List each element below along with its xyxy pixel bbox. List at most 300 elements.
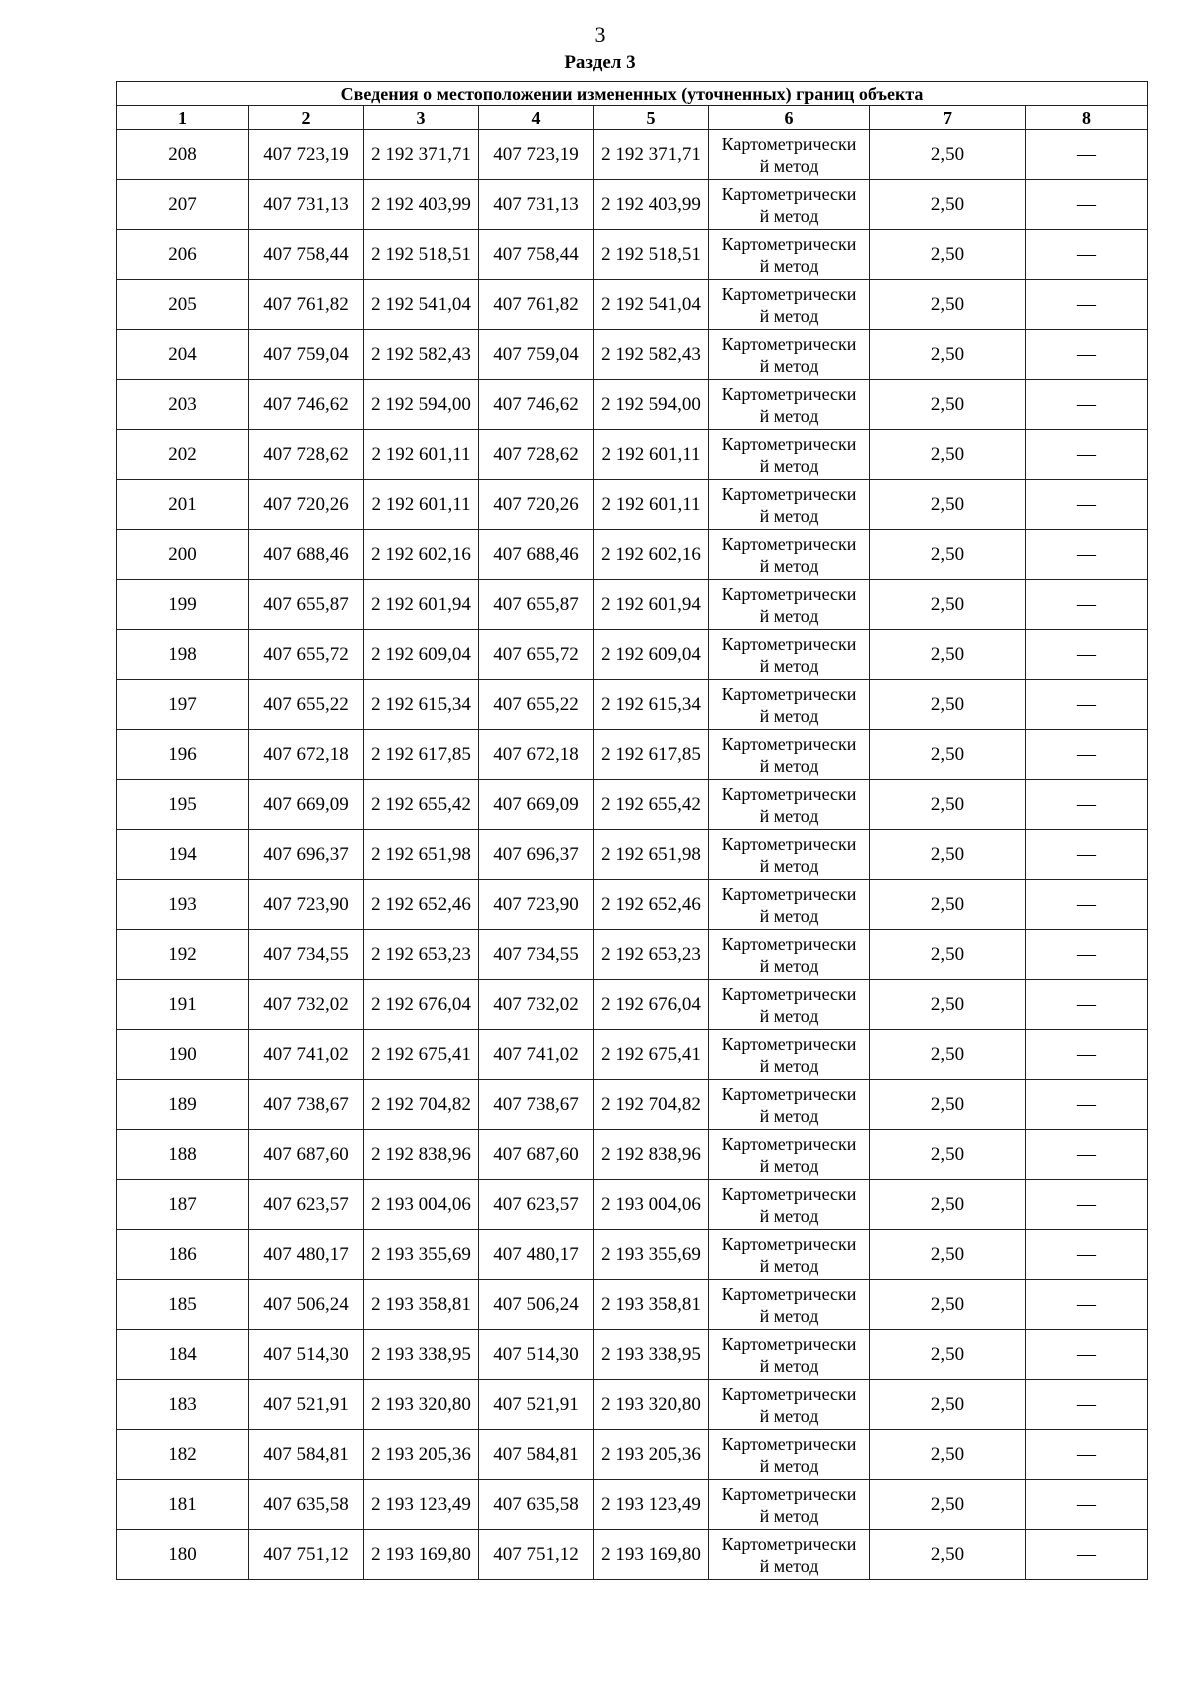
x-old-cell: 407 521,91 <box>249 1380 364 1430</box>
column-number: 4 <box>479 106 594 130</box>
accuracy-cell: 2,50 <box>870 1130 1026 1180</box>
method-text-line2: й метод <box>759 1255 819 1276</box>
method-text-line2: й метод <box>759 1555 819 1576</box>
note-cell: — <box>1026 180 1148 230</box>
y-old-cell: 2 192 676,04 <box>364 980 479 1030</box>
column-number: 5 <box>594 106 709 130</box>
note-cell: — <box>1026 930 1148 980</box>
y-new-cell: 2 193 358,81 <box>594 1280 709 1330</box>
table-row <box>117 780 1148 830</box>
method-text-line1: Картометрически <box>721 683 857 704</box>
point-number-cell: 200 <box>117 530 249 580</box>
y-old-cell: 2 192 651,98 <box>364 830 479 880</box>
x-new-cell: 407 655,22 <box>479 680 594 730</box>
x-new-cell: 407 728,62 <box>479 430 594 480</box>
method-cell <box>709 380 870 430</box>
x-new-cell: 407 480,17 <box>479 1230 594 1280</box>
point-number-cell: 187 <box>117 1180 249 1230</box>
method-text-line2: й метод <box>759 155 819 176</box>
method-text-line2: й метод <box>759 1305 819 1326</box>
x-old-cell: 407 758,44 <box>249 230 364 280</box>
y-old-cell: 2 192 602,16 <box>364 530 479 580</box>
accuracy-cell: 2,50 <box>870 130 1026 180</box>
method-text-line1: Картометрически <box>721 183 857 204</box>
method-cell <box>709 180 870 230</box>
y-new-cell: 2 192 655,42 <box>594 780 709 830</box>
x-new-cell: 407 738,67 <box>479 1080 594 1130</box>
method-text-line1: Картометрически <box>721 1033 857 1054</box>
point-number-cell: 195 <box>117 780 249 830</box>
method-text-line1: Картометрически <box>721 383 857 404</box>
method-cell <box>709 980 870 1030</box>
y-new-cell: 2 192 601,94 <box>594 580 709 630</box>
method-cell <box>709 1380 870 1430</box>
y-new-cell: 2 192 582,43 <box>594 330 709 380</box>
accuracy-cell: 2,50 <box>870 580 1026 630</box>
accuracy-cell: 2,50 <box>870 830 1026 880</box>
method-cell <box>709 1530 870 1580</box>
accuracy-cell: 2,50 <box>870 880 1026 930</box>
accuracy-cell: 2,50 <box>870 1280 1026 1330</box>
x-new-cell: 407 734,55 <box>479 930 594 980</box>
method-text-line1: Картометрически <box>721 933 857 954</box>
y-new-cell: 2 192 652,46 <box>594 880 709 930</box>
method-text-line1: Картометрически <box>721 633 857 654</box>
accuracy-cell: 2,50 <box>870 330 1026 380</box>
method-cell <box>709 1480 870 1530</box>
method-text-line2: й метод <box>759 1455 819 1476</box>
boundary-coordinates-table <box>116 81 1148 1580</box>
x-new-cell: 407 672,18 <box>479 730 594 780</box>
note-cell: — <box>1026 580 1148 630</box>
table-row <box>117 830 1148 880</box>
point-number-cell: 190 <box>117 1030 249 1080</box>
method-text-line1: Картометрически <box>721 233 857 254</box>
table-row <box>117 480 1148 530</box>
y-new-cell: 2 192 838,96 <box>594 1130 709 1180</box>
y-old-cell: 2 192 609,04 <box>364 630 479 680</box>
x-new-cell: 407 655,87 <box>479 580 594 630</box>
table-row <box>117 280 1148 330</box>
x-old-cell: 407 672,18 <box>249 730 364 780</box>
method-text-line2: й метод <box>759 1505 819 1526</box>
x-old-cell: 407 623,57 <box>249 1180 364 1230</box>
x-old-cell: 407 746,62 <box>249 380 364 430</box>
x-new-cell: 407 655,72 <box>479 630 594 680</box>
accuracy-cell: 2,50 <box>870 1330 1026 1380</box>
column-number: 7 <box>870 106 1026 130</box>
point-number-cell: 182 <box>117 1430 249 1480</box>
x-new-cell: 407 623,57 <box>479 1180 594 1230</box>
method-cell <box>709 880 870 930</box>
table-caption: Сведения о местоположении измененных (уточненных) границ объекта <box>117 82 1148 106</box>
point-number-cell: 192 <box>117 930 249 980</box>
method-text-line1: Картометрически <box>721 1283 857 1304</box>
x-old-cell: 407 741,02 <box>249 1030 364 1080</box>
method-text-line2: й метод <box>759 555 819 576</box>
accuracy-cell: 2,50 <box>870 630 1026 680</box>
point-number-cell: 207 <box>117 180 249 230</box>
method-text-line2: й метод <box>759 355 819 376</box>
y-old-cell: 2 192 653,23 <box>364 930 479 980</box>
method-text-line1: Картометрически <box>721 1083 857 1104</box>
y-new-cell: 2 193 205,36 <box>594 1430 709 1480</box>
table-row <box>117 980 1148 1030</box>
y-old-cell: 2 192 617,85 <box>364 730 479 780</box>
method-text-line2: й метод <box>759 305 819 326</box>
x-old-cell: 407 738,67 <box>249 1080 364 1130</box>
y-old-cell: 2 193 169,80 <box>364 1530 479 1580</box>
x-new-cell: 407 723,19 <box>479 130 594 180</box>
point-number-cell: 198 <box>117 630 249 680</box>
point-number-cell: 208 <box>117 130 249 180</box>
method-text-line2: й метод <box>759 505 819 526</box>
note-cell: — <box>1026 1480 1148 1530</box>
method-text-line1: Картометрически <box>721 833 857 854</box>
y-new-cell: 2 192 609,04 <box>594 630 709 680</box>
method-cell <box>709 480 870 530</box>
point-number-cell: 199 <box>117 580 249 630</box>
x-new-cell: 407 521,91 <box>479 1380 594 1430</box>
y-new-cell: 2 192 602,16 <box>594 530 709 580</box>
note-cell: — <box>1026 380 1148 430</box>
accuracy-cell: 2,50 <box>870 1480 1026 1530</box>
x-new-cell: 407 732,02 <box>479 980 594 1030</box>
method-text-line2: й метод <box>759 655 819 676</box>
method-cell <box>709 930 870 980</box>
x-new-cell: 407 741,02 <box>479 1030 594 1080</box>
method-cell <box>709 1080 870 1130</box>
method-text-line2: й метод <box>759 1205 819 1226</box>
table-row <box>117 130 1148 180</box>
x-new-cell: 407 758,44 <box>479 230 594 280</box>
point-number-cell: 193 <box>117 880 249 930</box>
x-old-cell: 407 506,24 <box>249 1280 364 1330</box>
x-old-cell: 407 584,81 <box>249 1430 364 1480</box>
y-new-cell: 2 192 403,99 <box>594 180 709 230</box>
y-old-cell: 2 192 371,71 <box>364 130 479 180</box>
x-old-cell: 407 669,09 <box>249 780 364 830</box>
y-old-cell: 2 193 358,81 <box>364 1280 479 1330</box>
method-text-line2: й метод <box>759 455 819 476</box>
note-cell: — <box>1026 230 1148 280</box>
point-number-cell: 203 <box>117 380 249 430</box>
y-new-cell: 2 192 371,71 <box>594 130 709 180</box>
table-row <box>117 630 1148 680</box>
note-cell: — <box>1026 680 1148 730</box>
y-new-cell: 2 193 004,06 <box>594 1180 709 1230</box>
method-text-line2: й метод <box>759 755 819 776</box>
x-old-cell: 407 734,55 <box>249 930 364 980</box>
note-cell: — <box>1026 130 1148 180</box>
method-cell <box>709 1030 870 1080</box>
accuracy-cell: 2,50 <box>870 980 1026 1030</box>
y-old-cell: 2 192 655,42 <box>364 780 479 830</box>
y-new-cell: 2 192 653,23 <box>594 930 709 980</box>
method-cell <box>709 630 870 680</box>
note-cell: — <box>1026 1030 1148 1080</box>
point-number-cell: 180 <box>117 1530 249 1580</box>
method-text-line2: й метод <box>759 255 819 276</box>
point-number-cell: 196 <box>117 730 249 780</box>
table-row <box>117 230 1148 280</box>
column-number: 6 <box>709 106 870 130</box>
x-new-cell: 407 669,09 <box>479 780 594 830</box>
y-old-cell: 2 192 652,46 <box>364 880 479 930</box>
y-old-cell: 2 192 541,04 <box>364 280 479 330</box>
method-text-line2: й метод <box>759 205 819 226</box>
method-text-line1: Картометрически <box>721 1133 857 1154</box>
note-cell: — <box>1026 780 1148 830</box>
column-number: 1 <box>117 106 249 130</box>
method-cell <box>709 730 870 780</box>
method-text-line1: Картометрически <box>721 533 857 554</box>
method-cell <box>709 230 870 280</box>
method-text-line2: й метод <box>759 805 819 826</box>
method-text-line1: Картометрически <box>721 483 857 504</box>
column-number: 2 <box>249 106 364 130</box>
accuracy-cell: 2,50 <box>870 730 1026 780</box>
accuracy-cell: 2,50 <box>870 230 1026 280</box>
x-old-cell: 407 728,62 <box>249 430 364 480</box>
method-cell <box>709 430 870 480</box>
x-old-cell: 407 731,13 <box>249 180 364 230</box>
note-cell: — <box>1026 1280 1148 1330</box>
x-old-cell: 407 723,90 <box>249 880 364 930</box>
point-number-cell: 197 <box>117 680 249 730</box>
note-cell: — <box>1026 530 1148 580</box>
y-new-cell: 2 192 518,51 <box>594 230 709 280</box>
method-text-line1: Картометрически <box>721 1433 857 1454</box>
x-old-cell: 407 696,37 <box>249 830 364 880</box>
x-new-cell: 407 723,90 <box>479 880 594 930</box>
point-number-cell: 205 <box>117 280 249 330</box>
method-cell <box>709 130 870 180</box>
x-old-cell: 407 687,60 <box>249 1130 364 1180</box>
note-cell: — <box>1026 280 1148 330</box>
method-text-line1: Картометрически <box>721 783 857 804</box>
method-text-line1: Картометрически <box>721 433 857 454</box>
y-old-cell: 2 193 123,49 <box>364 1480 479 1530</box>
x-old-cell: 407 751,12 <box>249 1530 364 1580</box>
y-old-cell: 2 192 601,11 <box>364 430 479 480</box>
section-title: Раздел 3 <box>564 52 636 73</box>
x-new-cell: 407 687,60 <box>479 1130 594 1180</box>
x-new-cell: 407 751,12 <box>479 1530 594 1580</box>
point-number-cell: 183 <box>117 1380 249 1430</box>
table-row <box>117 1530 1148 1580</box>
method-text-line1: Картометрически <box>721 1533 857 1554</box>
x-new-cell: 407 731,13 <box>479 180 594 230</box>
table-row <box>117 530 1148 580</box>
x-old-cell: 407 759,04 <box>249 330 364 380</box>
y-old-cell: 2 193 205,36 <box>364 1430 479 1480</box>
method-text-line2: й метод <box>759 1105 819 1126</box>
y-old-cell: 2 192 615,34 <box>364 680 479 730</box>
table-row <box>117 1180 1148 1230</box>
method-text-line1: Картометрически <box>721 883 857 904</box>
y-new-cell: 2 192 676,04 <box>594 980 709 1030</box>
note-cell: — <box>1026 1330 1148 1380</box>
method-text-line2: й метод <box>759 405 819 426</box>
table-row <box>117 1380 1148 1430</box>
y-new-cell: 2 192 617,85 <box>594 730 709 780</box>
note-cell: — <box>1026 1380 1148 1430</box>
method-text-line1: Картометрически <box>721 583 857 604</box>
accuracy-cell: 2,50 <box>870 380 1026 430</box>
point-number-cell: 202 <box>117 430 249 480</box>
method-cell <box>709 780 870 830</box>
x-new-cell: 407 761,82 <box>479 280 594 330</box>
method-text-line2: й метод <box>759 1355 819 1376</box>
accuracy-cell: 2,50 <box>870 1230 1026 1280</box>
y-old-cell: 2 192 518,51 <box>364 230 479 280</box>
method-text-line1: Картометрически <box>721 1333 857 1354</box>
y-new-cell: 2 192 615,34 <box>594 680 709 730</box>
accuracy-cell: 2,50 <box>870 180 1026 230</box>
x-old-cell: 407 723,19 <box>249 130 364 180</box>
accuracy-cell: 2,50 <box>870 680 1026 730</box>
y-old-cell: 2 192 403,99 <box>364 180 479 230</box>
x-old-cell: 407 761,82 <box>249 280 364 330</box>
method-text-line1: Картометрически <box>721 333 857 354</box>
x-old-cell: 407 480,17 <box>249 1230 364 1280</box>
table-row <box>117 330 1148 380</box>
y-old-cell: 2 192 704,82 <box>364 1080 479 1130</box>
table-row <box>117 1130 1148 1180</box>
y-new-cell: 2 192 651,98 <box>594 830 709 880</box>
method-text-line2: й метод <box>759 1055 819 1076</box>
method-text-line1: Картометрически <box>721 283 857 304</box>
note-cell: — <box>1026 1180 1148 1230</box>
method-cell <box>709 330 870 380</box>
x-new-cell: 407 635,58 <box>479 1480 594 1530</box>
point-number-cell: 206 <box>117 230 249 280</box>
y-old-cell: 2 192 601,11 <box>364 480 479 530</box>
accuracy-cell: 2,50 <box>870 1080 1026 1130</box>
point-number-cell: 186 <box>117 1230 249 1280</box>
note-cell: — <box>1026 1130 1148 1180</box>
y-new-cell: 2 192 704,82 <box>594 1080 709 1130</box>
accuracy-cell: 2,50 <box>870 1530 1026 1580</box>
x-old-cell: 407 655,87 <box>249 580 364 630</box>
method-text-line2: й метод <box>759 1155 819 1176</box>
table-row <box>117 930 1148 980</box>
note-cell: — <box>1026 330 1148 380</box>
x-old-cell: 407 635,58 <box>249 1480 364 1530</box>
method-text-line2: й метод <box>759 955 819 976</box>
note-cell: — <box>1026 730 1148 780</box>
y-old-cell: 2 192 838,96 <box>364 1130 479 1180</box>
method-text-line2: й метод <box>759 705 819 726</box>
note-cell: — <box>1026 880 1148 930</box>
y-old-cell: 2 193 338,95 <box>364 1330 479 1380</box>
table-row <box>117 680 1148 730</box>
note-cell: — <box>1026 1230 1148 1280</box>
note-cell: — <box>1026 1530 1148 1580</box>
accuracy-cell: 2,50 <box>870 1380 1026 1430</box>
x-new-cell: 407 720,26 <box>479 480 594 530</box>
x-new-cell: 407 506,24 <box>479 1280 594 1330</box>
table-row <box>117 730 1148 780</box>
method-cell <box>709 580 870 630</box>
method-text-line2: й метод <box>759 855 819 876</box>
table-row <box>117 1080 1148 1130</box>
x-old-cell: 407 655,22 <box>249 680 364 730</box>
method-text-line2: й метод <box>759 1405 819 1426</box>
method-text-line2: й метод <box>759 605 819 626</box>
y-new-cell: 2 193 320,80 <box>594 1380 709 1430</box>
column-number: 3 <box>364 106 479 130</box>
note-cell: — <box>1026 1080 1148 1130</box>
method-text-line1: Картометрически <box>721 1233 857 1254</box>
method-cell <box>709 680 870 730</box>
method-text-line2: й метод <box>759 1005 819 1026</box>
x-old-cell: 407 514,30 <box>249 1330 364 1380</box>
method-text-line1: Картометрически <box>721 1183 857 1204</box>
method-cell <box>709 1280 870 1330</box>
accuracy-cell: 2,50 <box>870 1430 1026 1480</box>
column-number-row <box>117 106 1148 130</box>
note-cell: — <box>1026 830 1148 880</box>
note-cell: — <box>1026 630 1148 680</box>
y-new-cell: 2 192 594,00 <box>594 380 709 430</box>
y-old-cell: 2 193 320,80 <box>364 1380 479 1430</box>
table-row <box>117 1430 1148 1480</box>
table-row <box>117 1480 1148 1530</box>
column-number: 8 <box>1026 106 1148 130</box>
point-number-cell: 204 <box>117 330 249 380</box>
accuracy-cell: 2,50 <box>870 780 1026 830</box>
method-text-line1: Картометрически <box>721 983 857 1004</box>
note-cell: — <box>1026 980 1148 1030</box>
method-text-line2: й метод <box>759 905 819 926</box>
x-old-cell: 407 732,02 <box>249 980 364 1030</box>
table-row <box>117 1330 1148 1380</box>
method-cell <box>709 280 870 330</box>
y-old-cell: 2 193 004,06 <box>364 1180 479 1230</box>
table-row <box>117 1280 1148 1330</box>
y-old-cell: 2 192 582,43 <box>364 330 479 380</box>
y-new-cell: 2 192 601,11 <box>594 480 709 530</box>
y-new-cell: 2 192 601,11 <box>594 430 709 480</box>
method-text-line1: Картометрически <box>721 133 857 154</box>
y-old-cell: 2 192 601,94 <box>364 580 479 630</box>
point-number-cell: 189 <box>117 1080 249 1130</box>
page-number: 3 <box>594 22 606 47</box>
y-new-cell: 2 193 338,95 <box>594 1330 709 1380</box>
y-new-cell: 2 193 355,69 <box>594 1230 709 1280</box>
x-new-cell: 407 514,30 <box>479 1330 594 1380</box>
method-cell <box>709 830 870 880</box>
point-number-cell: 188 <box>117 1130 249 1180</box>
accuracy-cell: 2,50 <box>870 1180 1026 1230</box>
y-new-cell: 2 192 675,41 <box>594 1030 709 1080</box>
method-cell <box>709 530 870 580</box>
table-row <box>117 1030 1148 1080</box>
point-number-cell: 201 <box>117 480 249 530</box>
table-row <box>117 880 1148 930</box>
point-number-cell: 194 <box>117 830 249 880</box>
x-old-cell: 407 720,26 <box>249 480 364 530</box>
method-cell <box>709 1180 870 1230</box>
accuracy-cell: 2,50 <box>870 1030 1026 1080</box>
y-old-cell: 2 192 594,00 <box>364 380 479 430</box>
point-number-cell: 184 <box>117 1330 249 1380</box>
point-number-cell: 191 <box>117 980 249 1030</box>
y-new-cell: 2 192 541,04 <box>594 280 709 330</box>
table-row <box>117 580 1148 630</box>
